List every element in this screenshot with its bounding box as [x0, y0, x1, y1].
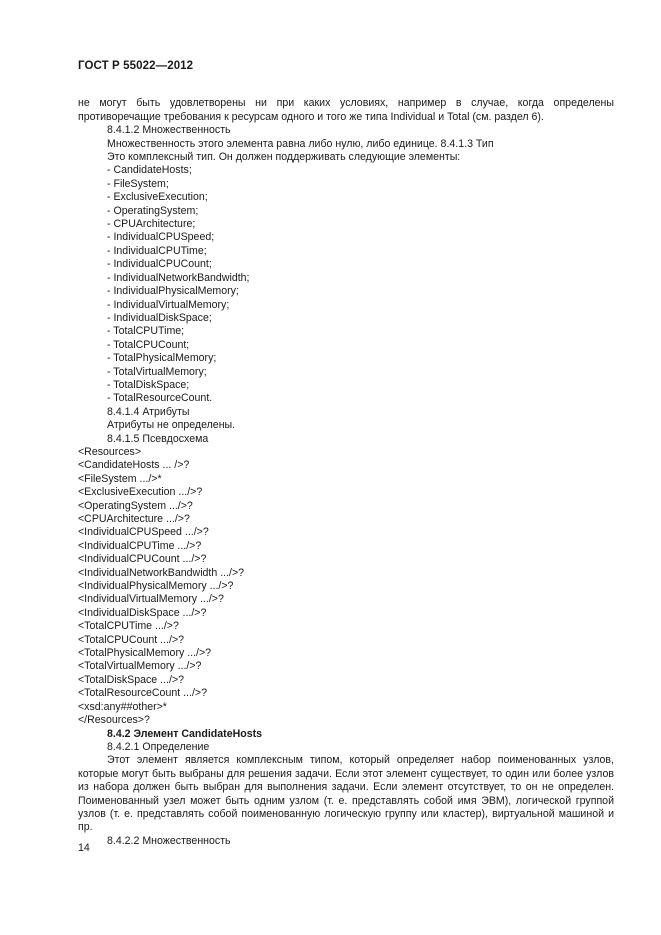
definition-text: Этот элемент является комплексным типом, который определяет набор поименованных узлов, которые могут быть выбраны для решения задачи. Если этот элемент существует, то один или более узлов из набора должен быть выбран для выполнения задачи. Если элемент отсутствует, то он не определен. Поименованный узел может быть одним узлом (т. е. представлять собой имя ЭВМ), логической группой узлов (т. е. представлять собой поименованную логическую группу или кластер), виртуальной машиной и пр.	[78, 754, 614, 834]
list-item: - IndividualCPUSpeed;	[107, 231, 215, 244]
list-item: - TotalDiskSpace;	[107, 378, 190, 391]
list-item: - IndividualDiskSpace;	[107, 311, 212, 324]
section-8412-heading: 8.4.1.2 Множественность	[107, 124, 231, 137]
section-842-heading: 8.4.2 Элемент CandidateHosts	[107, 727, 263, 740]
code-line: <IndividualCPUSpeed .../>?	[78, 526, 209, 539]
code-line: <OperatingSystem .../>?	[78, 499, 193, 512]
list-item: - ExclusiveExecution;	[107, 191, 208, 204]
code-line: <IndividualNetworkBandwidth .../>?	[78, 566, 245, 579]
list-item: - IndividualCPUCount;	[107, 258, 212, 271]
section-8422-heading: 8.4.2.2 Множественность	[107, 834, 231, 847]
elements-list	[78, 164, 614, 405]
list-item: - IndividualPhysicalMemory;	[107, 285, 239, 298]
code-line: <IndividualPhysicalMemory .../>?	[78, 580, 234, 593]
pseudoschema-block	[78, 446, 614, 728]
list-item: - IndividualVirtualMemory;	[107, 298, 230, 311]
list-item: - TotalVirtualMemory;	[107, 365, 207, 378]
page-number: 14	[78, 842, 90, 854]
code-line: <FileSystem .../>*	[78, 472, 162, 485]
section-8413-type-text: Это комплексный тип. Он должен поддерживать следующие элементы:	[107, 151, 461, 164]
section-8415-heading: 8.4.1.5 Псевдосхема	[107, 432, 209, 445]
code-line: <ExclusiveExecution .../>?	[78, 486, 203, 499]
code-line: <TotalVirtualMemory .../>?	[78, 660, 202, 673]
code-line: <IndividualDiskSpace .../>?	[78, 606, 207, 619]
document-page	[78, 60, 614, 848]
list-item: - TotalCPUTime;	[107, 325, 185, 338]
list-item: - TotalResourceCount.	[107, 392, 213, 405]
code-line: <CPUArchitecture .../>?	[78, 513, 190, 525]
code-line: <TotalDiskSpace .../>?	[78, 673, 184, 686]
list-item: - CPUArchitecture;	[107, 218, 196, 231]
code-line: <IndividualCPUCount .../>?	[78, 553, 207, 566]
section-8414-heading: 8.4.1.4 Атрибуты	[107, 405, 190, 418]
code-line: <IndividualVirtualMemory .../>?	[78, 593, 224, 606]
code-line: <Resources>	[78, 445, 142, 458]
intro-paragraph: не могут быть удовлетворены ни при каких условиях, например в случае, когда определены противоречащие требования к ресурсам одного и того же типа Individual и Total (см. раздел 6).	[78, 97, 614, 123]
list-item: - OperatingSystem;	[107, 204, 199, 217]
section-8414-text: Атрибуты не определены.	[107, 419, 236, 432]
code-line: <IndividualCPUTime .../>?	[78, 539, 202, 552]
code-line: </Resources>?	[78, 714, 150, 727]
code-line: <TotalPhysicalMemory .../>?	[78, 647, 212, 660]
list-item: - FileSystem;	[107, 177, 169, 190]
section-8421-heading: 8.4.2.1 Определение	[107, 740, 210, 753]
code-line: <CandidateHosts ... />?	[78, 459, 190, 472]
code-line: <xsd:any##other>*	[78, 700, 167, 713]
code-line: <TotalCPUCount .../>?	[78, 633, 184, 646]
document-header: ГОСТ Р 55022—2012	[78, 60, 194, 72]
code-line: <TotalResourceCount .../>?	[78, 687, 207, 700]
list-item: - TotalPhysicalMemory;	[107, 352, 217, 365]
list-item: - CandidateHosts;	[107, 164, 192, 177]
section-8421-definition	[78, 754, 614, 834]
list-item: - TotalCPUCount;	[107, 338, 190, 351]
code-line: <TotalCPUTime .../>?	[78, 620, 179, 633]
list-item: - IndividualNetworkBandwidth;	[107, 271, 250, 284]
section-8412-text: Множественность этого элемента равна либо нулю, либо единице. 8.4.1.3 Тип	[107, 137, 494, 150]
list-item: - IndividualCPUTime;	[107, 244, 207, 257]
